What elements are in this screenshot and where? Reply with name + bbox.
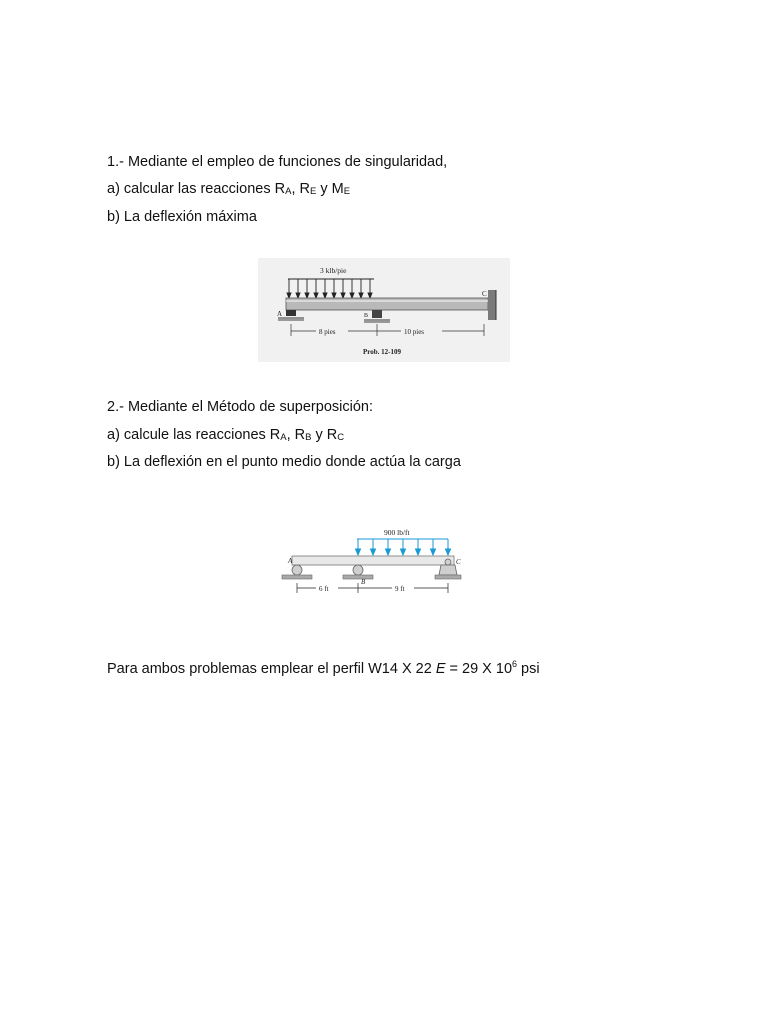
- modulus-value: = 29 X 10: [445, 661, 513, 677]
- subscript: C: [337, 432, 345, 443]
- separator: y M: [316, 181, 344, 197]
- problem2-item-b: b) La deflexión en el punto medio donde actúa la carga: [107, 454, 461, 470]
- units: psi: [517, 661, 540, 677]
- subscript: B: [305, 432, 312, 443]
- beam: [286, 298, 488, 310]
- support-b: [343, 565, 373, 579]
- label-c: C: [456, 558, 461, 566]
- label-b: B: [361, 578, 366, 586]
- beam: [292, 556, 454, 565]
- material-statement: [107, 660, 540, 679]
- fixed-support-c: [488, 290, 496, 320]
- label-b: B: [364, 313, 369, 319]
- subscript: A: [285, 186, 292, 197]
- problem2-intro: 2.- Mediante el Método de superposición:: [107, 399, 373, 415]
- problem1-item-a: [107, 180, 350, 200]
- load-label: 900 lb/ft: [384, 528, 410, 537]
- support-a: [282, 565, 312, 579]
- superscript: 6: [512, 659, 518, 669]
- subscript: A: [280, 432, 287, 443]
- subscript: E: [309, 186, 317, 197]
- load-label: 3 klb/pie: [320, 266, 347, 275]
- problem1-item-b: b) La deflexión máxima: [107, 209, 257, 225]
- span-label-1: 6 ft: [319, 585, 329, 593]
- modulus-symbol: E: [435, 661, 446, 677]
- span-label-1: 8 pies: [319, 328, 336, 336]
- figure-caption: Prob. 12-109: [363, 348, 401, 356]
- problem1-intro: 1.- Mediante el empleo de funciones de singularidad,: [107, 154, 448, 170]
- label-c: C: [482, 290, 487, 298]
- problem2-item-a: [107, 426, 344, 446]
- label-a: A: [277, 310, 283, 318]
- separator: , R: [286, 427, 306, 443]
- separator: y R: [311, 427, 338, 443]
- figure-2-beam: [278, 522, 468, 598]
- span-label-2: 10 pies: [404, 328, 425, 336]
- figure-1-beam: [258, 258, 510, 362]
- distributed-load-arrows: [356, 539, 451, 555]
- material-text: Para ambos problemas emplear el perfil W14 X 22: [107, 661, 436, 677]
- problem2-item-a-text: a) calcule las reacciones R: [107, 427, 281, 443]
- label-a: A: [288, 557, 293, 565]
- span-label-2: 9 ft: [395, 585, 405, 593]
- subscript: E: [343, 186, 351, 197]
- problem1-item-a-text: a) calcular las reacciones R: [107, 181, 286, 197]
- separator: , R: [291, 181, 310, 197]
